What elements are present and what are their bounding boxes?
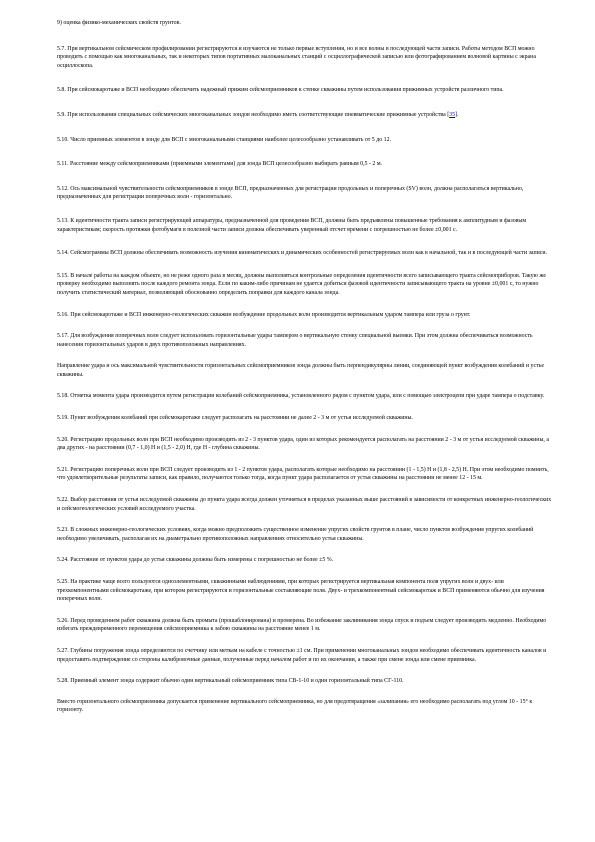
paragraph-9: 5.14. Сейсмограммы ВСП должны обеспечивать возможность изучения кинематических и динамических особенностей регистрируемых волн как в начальной, так и в последующей части записи. (57, 250, 547, 257)
paragraph-8: 5.13. К идентичности тракта записи регистрирующей аппаратуры, предназначенной для проведения ВСП, должны быть предъявлены повышенные требования к амплитудным и фазовым характеристикам; скорость протяжки фотобумаги в полезной части записи должна обеспечивать уверенный отсчет времени с погрешностью не более ±0,001 с. (57, 217, 527, 233)
paragraph-13: Направление удара и ось максимальной чувствительности горизонтальных сейсмоприемников зонда должны быть перпендикулярны линии, соединяющей пункт возбуждения колебаний и устье скважины. (57, 363, 544, 378)
paragraph-25: Вместо горизонтального сейсмоприемника допускается применение вертикального сейсмоприемника, но для предотвращения «залипания» его необходимо располагать под углом 10 - 15° к горизонту. (57, 698, 533, 714)
paragraph-15: 5.19. Пункт возбуждения колебаний при сейсмокаротаже следует располагать на расстоянии не далее 2 - 3 м от устья исследуемой скважины. (57, 415, 413, 422)
paragraph-11: 5.16. При сейсмокаротаже и ВСП инженерно-геологических скважин возбуждение продольных волн производится вертикальным ударом тампера или груза о грунт. (57, 311, 471, 318)
paragraph-17: 5.21. Регистрацию поперечных волн при ВСП следует производить из 1 - 2 пунктов удара, располагать которые необходимо на расстоянии (1 - 1,5) Н и (1,8 - 2,5) Н. При этом необходимо помнить, что удовлетворительные результаты записи, как правило, получаются только тогда, когда пункт удара располагается от устья скважины на расстоянии не менее 12 - 15 м. (57, 466, 549, 482)
paragraph-2: 5.7. При вертикальном сейсмическом профилировании регистрируются и изучаются не только первые вступления, но и все волны в последующей части записи. Работы методом ВСП можно проводить с помощью как многоканальных, так и некоторых типов портативных малоканальных станций с осциллографической записью или фотографированием волновой картины с экрана осциллоскопа. (57, 45, 536, 69)
paragraph-4-text: 5.9. При использовании специальных сейсмических многоканальных зондов необходимо иметь соответствующие пневматические прижимные устройства [ (57, 111, 450, 118)
paragraph-14: 5.18. Отметка момента удара производится путем регистрации колебаний сейсмоприемника, установленного рядом с пунктом удара, или с помощью электроцепи при ударе тампера о подставку. (57, 393, 545, 400)
paragraph-1: 9) оценка физико-механических свойств грунтов. (57, 20, 181, 26)
paragraph-19: 5.23. В сложных инженерно-геологических условиях, когда можно предположить существенное изменение упругих свойств грунтов в плане, число пунктов возбуждения упругих колебаний необходимо увеличивать, располагая их на диаметрально противоположных направлениях относительно устья скважины. (57, 527, 534, 542)
paragraph-22: 5.26. Перед проведением работ скважина должна быть промыта (прошаблонирована) и промерена. Во избежание заклинивания зонда спуск и подъем следует производить медленно. Необходимо избегать преждевременного перемещения сейсмоприемника к забою скважины на расстояние менее 1 м. (57, 617, 547, 633)
paragraph-12: 5.17. Для возбуждения поперечных волн следует использовать горизонтальные удары тампером о вертикальную стенку специальной выемки. При этом должна обеспечиваться возможность нанесения горизонтальных ударов в двух противоположных направлениях. (57, 333, 533, 348)
paragraph-4 (57, 111, 555, 120)
paragraph-21: 5.25. На практике чаще всего пользуются одноэлементными, скважинными наблюдениями, при которых регистрируется вертикальная компонента поля упругих волн и двух- или трехкомпонентными сейсмокаротаже, при котором регистрируются и горизонтальные составляющие поля. Двух- и трехкомпонентный сейсмокаротаж и ВСП применяются обычно для изучения поперечных волн. (57, 579, 545, 603)
paragraph-6: 5.11. Расстояние между сейсмоприемниками (приемными элементами) для зонда ВСП целесообразно выбирать равным 0,5 - 2 м. (57, 161, 383, 168)
paragraph-23: 5.27. Глубины погружения зонда определяются по счетчику или меткам на кабеле с точностью ±1 см. При применении многоканальных зондов необходимо обеспечивать идентичность каналов и предоставить подтверждение со стороны калибровочные данные, полученные перед началом работ и по их окончании, а также при смене зонда или смене приемника. (57, 647, 547, 663)
reference-link[interactable]: 35 (449, 111, 456, 118)
paragraph-24: 5.28. Приемный элемент зонда содержит обычно один вертикальный сейсмоприемник типа СВ-1-10 и один горизонтальный типа СГ-110. (57, 678, 404, 685)
paragraph-18: 5.22. Выбор расстояния от устья исследуемой скважины до пункта удара всегда должен уточняться в пределах указанных выше расстояний в зависимости от конкретных инженерно-геологических и сейсмогеологических условий исследуемого участка. (57, 497, 552, 512)
paragraph-16: 5.20. Регистрацию продольных волн при ВСП необходимо производить из 2 - 3 пунктов удара, один из которых рекомендуется располагать на расстоянии 2 - 3 м от устья исследуемой скважины, а два других - на расстоянии (0,7 - 1,0) Н и (1,5 - 2,0) Н, где Н - глубина скважины. (57, 436, 549, 452)
paragraph-7: 5.12. Ось максимальной чувствительности сейсмоприемников в зонде ВСП, предназначенных для регистрации продольных и поперечных (SV) волн, должна располагаться вертикально, предназначенных для регистрации поперечных волн - горизонтально. (57, 185, 524, 201)
paragraph-3: 5.8. При сейсмокаротаже и ВСП необходимо обеспечить надежный прижим сейсмоприемников к стенке скважины путем использования прижимных устройств различного типа. (57, 87, 504, 94)
paragraph-5: 5.10. Число приемных элементов в зонде для ВСП с многоканальными станциями наиболее целесообразно устанавливать от 5 до 12. (57, 136, 391, 143)
paragraph-20: 5.24. Расстояние от пунктов удара до устья скважины должны быть измерены с погрешностью не более ±5 %. (57, 557, 334, 564)
paragraph-10: 5.15. В начале работы на каждом объекте, но не реже одного раза в месяц, должны выполняться контрольные определения идентичности всего записывающего тракта сейсмоприборов. Такую же проверку необходимо выполнять после каждого ремонта зонда. Если по каким-либо причинам не удается добиться фазовой идентичности записывающего тракта на уровне ±0,001 с, то нужно получить статистический материал, позволяющий обоснованно определить поправки для каждого канала зонда. (57, 272, 547, 296)
paragraph-4-tail: ]. (455, 111, 459, 118)
